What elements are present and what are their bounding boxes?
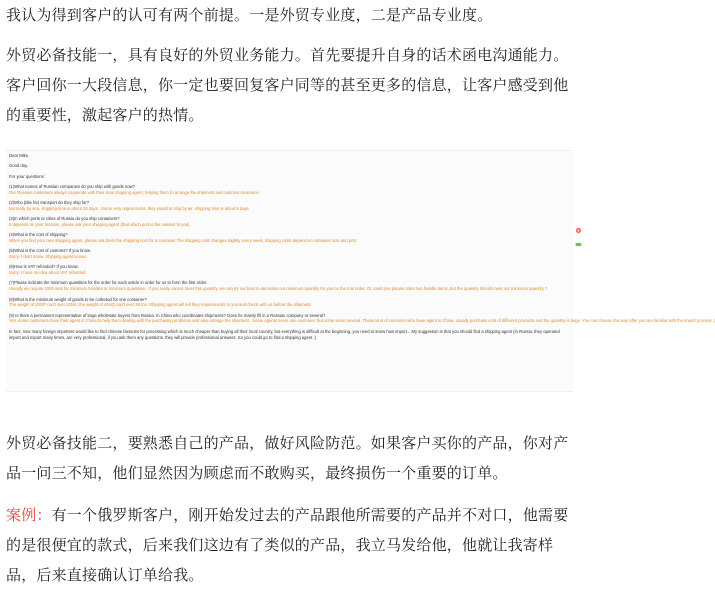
skill-one-paragraph: 外贸必备技能一，具有良好的外贸业务能力。首先要提升自身的话术函电沟通能力。客户回你一大段信息，你一定也要回复客户同等的甚至更多的信息，让客户感受到他的重要性，激起客户的热情。 [6, 46, 569, 124]
case-label: 案例： [6, 506, 52, 524]
email-intro: For your questions: [9, 173, 45, 179]
email-answer: Yes, some customers have their agent in China to help them dealing with the purchasing problems and also arrange the shipment . Some agents serve one customer, but some serve several. These kind of customer who have agent in China, usually purchase a lot of different products and the quantity is large. You can choose this way after you are familiar with the import process :) [9, 318, 715, 324]
email-answer: The weight of 20GP can't over 22ton; the weight of 40HQ can't over 26 ton. Shipping agent will tell they requirements to you and check with us before the shipment. [9, 302, 312, 308]
email-answer: Our Russian customers always cooperate with their local shipping agent, helping them to arrange the shipment and customs clearance. [9, 189, 260, 195]
email-qa-list [9, 183, 715, 329]
email-question: (3)In which ports or cities of Russia do you ship containers? [9, 216, 120, 222]
email-answer: Sorry, I don't know. Shipping agent knows. [9, 254, 88, 260]
email-question: (4)What is the cost of shipping? [9, 232, 68, 238]
email-question: (2)Who (title for) transport do they ship for? [9, 199, 90, 205]
skill-two-paragraph: 外贸必备技能二，要熟悉自己的产品，做好风险防范。如果客户买你的产品，你对产品一问三不知，他们显然因为顾虑而不敢购买，最终损伤一个重要的订单。 [6, 434, 569, 482]
email-good-day: Good day. [9, 163, 29, 169]
email-answer: Normally by sea, shipping time is about 35 days . Some very urgent items, they would to ship by air, shipping time is about 5 days [9, 205, 249, 211]
email-answer: Sorry, I have no idea about VAT refunded. [9, 270, 87, 276]
email-question: (8)What is the minimum weight of goods to be collected for one container? [9, 296, 147, 302]
email-screenshot [6, 150, 715, 392]
leaf-icon [574, 240, 583, 249]
email-question: (6)How is VAT refunded? If you know. [9, 264, 79, 270]
email-answer: It depends on your location, please ask your shipping agent (that which port is the nearest to you) [9, 221, 190, 227]
email-question: (7)Please indicate the minimum quantities for the order for each article in order for us to form the first order. [9, 280, 208, 286]
email-answer: Usually we require 1000 sets for minimum handles or minimum quantities . If you really cannot meet this quantity, we can try our best to decrease our minimum quantity for you on the trial order. Or could you please order two handle items, but the quantity should meet our minimum quantity ? [9, 286, 548, 292]
flower-icon [574, 226, 583, 235]
case-paragraph [6, 500, 578, 590]
email-question: (5)What is the cost of customs? If you know. [9, 248, 91, 254]
case-text: 有一个俄罗斯客户，刚开始发过去的产品跟他所需要的产品并不对口，他需要的是很便宜的款式，后来我们这边有了类似的产品，我立马发给他，他就让我寄样品，后来直接确认订单给我。 [6, 506, 569, 584]
email-closing: In fact, now many foreign importers would like to find chinese factories for processing which is much cheaper than buying all their local country, but everything is difficult at the beginning, you need to know how import... My suggestion is that you should find a shipping agent (in Russia, they operated import and export many times, are very professional, if you ask them any questions, they will provide professional answers. So you could go to find a shipping agent :) [9, 328, 560, 340]
email-answer: When you find your own shipping agent, please ask them the shipping cost for a container.The shipping cost changes slightly every week, shipping costs depend on container size and port. [9, 237, 358, 243]
email-greeting: Dear Mike, [9, 153, 30, 158]
email-question: (9) Is there a permanent representative of large wholesale buyers from Russia. In China who coordinates shipments? Does he mainly fill in a Russian company or several? [9, 312, 326, 318]
email-question: (1)What names of Russian companies do you ship with goods now? [9, 183, 135, 189]
intro-paragraph: 我认为得到客户的认可有两个前提。一是外贸专业度，二是产品专业度。 [6, 6, 493, 24]
